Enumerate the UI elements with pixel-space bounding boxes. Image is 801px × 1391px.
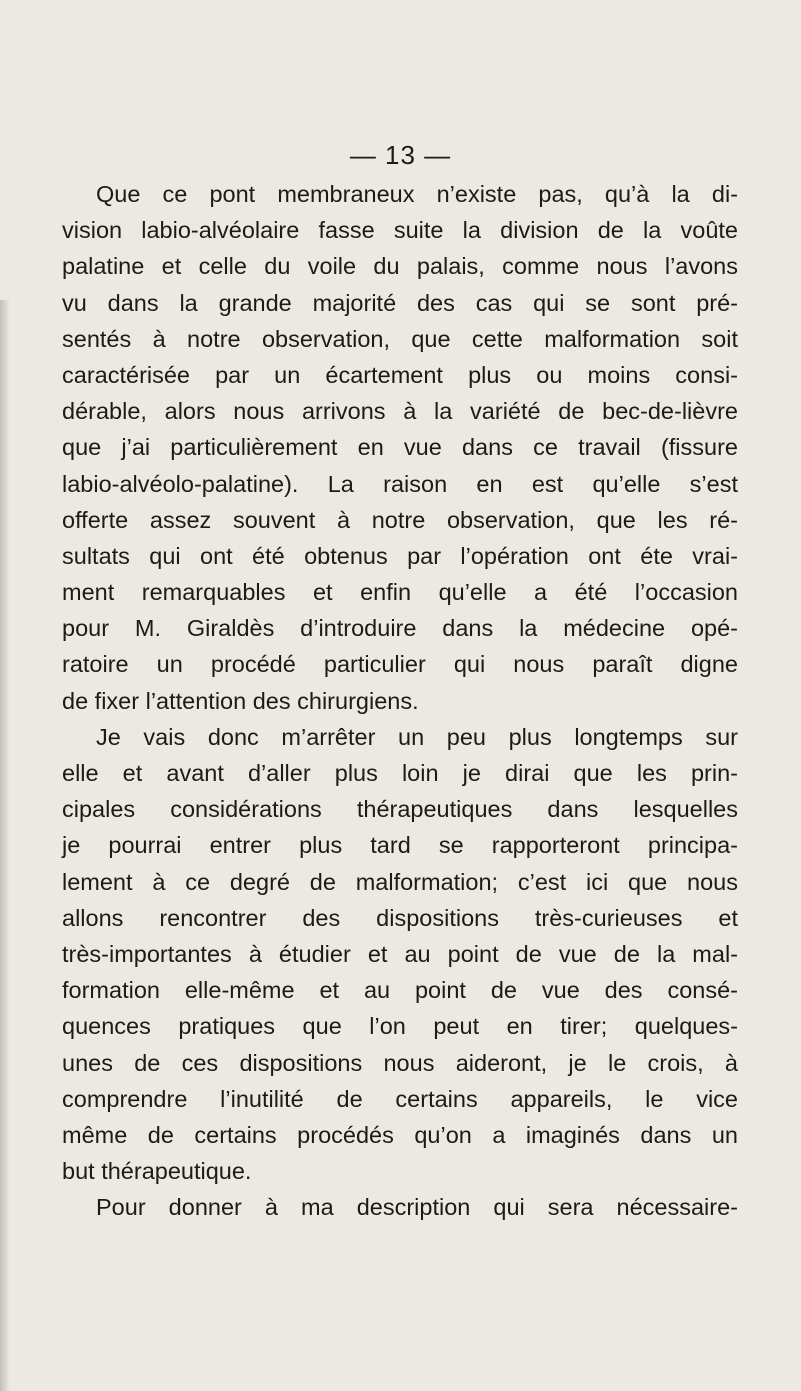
text-line: Que ce pont membraneux n’existe pas, qu’à la di-: [96, 181, 738, 207]
text-line: caractérisée par un écartement plus ou moins consi-: [62, 361, 738, 388]
text-line: même de certains procédés qu’on a imaginés dans un: [62, 1121, 738, 1148]
text-line: cipales considérations thérapeutiques dans lesquelles: [62, 796, 738, 823]
body-text: [62, 176, 738, 1225]
text-line: palatine et celle du voile du palais, comme nous l’avons: [62, 253, 738, 280]
text-line: je pourrai entrer plus tard se rapporteront principa-: [62, 832, 738, 859]
text-line: sultats qui ont été obtenus par l’opération ont éte vrai-: [62, 542, 738, 569]
text-line: sentés à notre observation, que cette malformation soit: [62, 325, 738, 352]
text-line: formation elle-même et au point de vue des consé-: [62, 977, 738, 1004]
text-line: labio-alvéolo-palatine). La raison en est qu’elle s’est: [62, 470, 738, 497]
text-line: comprendre l’inutilité de certains appareils, le vice: [62, 1085, 738, 1112]
text-line: elle et avant d’aller plus loin je dirai que les prin-: [62, 760, 738, 786]
text-line: Pour donner à ma description qui sera nécessaire-: [96, 1194, 738, 1221]
text-line: pour M. Giraldès d’introduire dans la médecine opé-: [62, 615, 738, 642]
text-line: vu dans la grande majorité des cas qui se sont pré-: [62, 289, 738, 316]
text-line: dérable, alors nous arrivons à la variété de bec-de-lièvre: [62, 398, 738, 425]
text-line: Je vais donc m’arrêter un peu plus longtemps sur: [96, 723, 738, 750]
gutter-shadow: [0, 300, 10, 1391]
text-line: vision labio-alvéolaire fasse suite la division de la voûte: [62, 217, 738, 244]
text-line: très-importantes à étudier et au point de vue de la mal-: [62, 940, 738, 967]
text-line: que j’ai particulièrement en vue dans ce travail (fissure: [62, 434, 738, 461]
text-line: lement à ce degré de malformation; c’est ici que nous: [62, 868, 738, 895]
text-line: de fixer l’attention des chirurgiens.: [62, 687, 419, 714]
text-line: ment remarquables et enfin qu’elle a été l’occasion: [62, 579, 738, 606]
text-line: offerte assez souvent à notre observation, que les ré-: [62, 506, 738, 533]
text-line: but thérapeutique.: [62, 1158, 252, 1185]
text-line: unes de ces dispositions nous aideront, je le crois, à: [62, 1049, 738, 1076]
text-line: ratoire un procédé particulier qui nous paraît digne: [62, 651, 738, 678]
page-number: — 13 —: [349, 140, 452, 170]
text-line: allons rencontrer des dispositions très-curieuses et: [62, 904, 738, 931]
text-line: quences pratiques que l’on peut en tirer; quelques-: [62, 1013, 738, 1040]
